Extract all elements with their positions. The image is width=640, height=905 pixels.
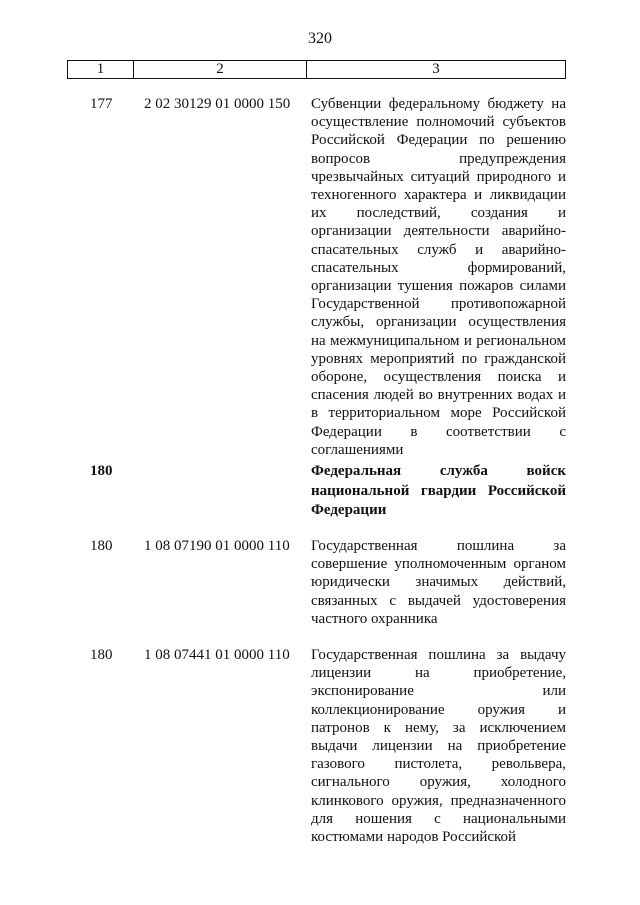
row-description: Государственная пошлина за выдачу лицензии на приобретение, экспонирование или коллекционирование оружия и патронов к нему, за исключением выдачи лицензии на приобретение газового пистолета, револьвера, сигнального оружия, холодного клинкового оружия, предназначенного для ношения с национальными костюмами народов Российской	[311, 647, 566, 846]
row-description: Государственная пошлина за совершение уполномоченным органом юридически значимых действий, связанных с выдачей удостоверения частного охранника	[311, 538, 566, 627]
row-revenue-code: 1 08 07190 01 0000 110	[144, 538, 290, 554]
page-number: 320	[308, 30, 332, 47]
row-admin-code: 180	[90, 463, 113, 479]
row-revenue-code: 2 02 30129 01 0000 150	[144, 96, 291, 112]
header-col-2: 2	[134, 61, 307, 78]
row-admin-code: 177	[90, 96, 113, 112]
header-col-1: 1	[68, 61, 134, 78]
header-col-3: 3	[432, 61, 440, 77]
row-description: Субвенции федеральному бюджету на осуществление полномочий субъектов Российской Федерации по решению вопросов предупреждения чрезвычайных ситуаций природного и техногенного характера и ликвидации их последствий, создания и организации деятельности аварийно-спасательных служб и аварийно-спасательных формирований, организации тушения пожаров силами Государственной противопожарной службы, организации осуществления на межмуниципальном и региональном уровнях мероприятий по гражданской обороне, осуществления поиска и спасения людей во внутренних водах и в территориальном море Российской Федерации в соответствии с соглашениями	[311, 96, 566, 458]
row-admin-code: 180	[90, 538, 113, 554]
table-header	[67, 60, 566, 79]
row-description: Федеральная служба войск национальной гвардии Российской Федерации	[311, 463, 566, 518]
row-revenue-code: 1 08 07441 01 0000 110	[144, 647, 290, 663]
row-admin-code: 180	[90, 647, 113, 663]
